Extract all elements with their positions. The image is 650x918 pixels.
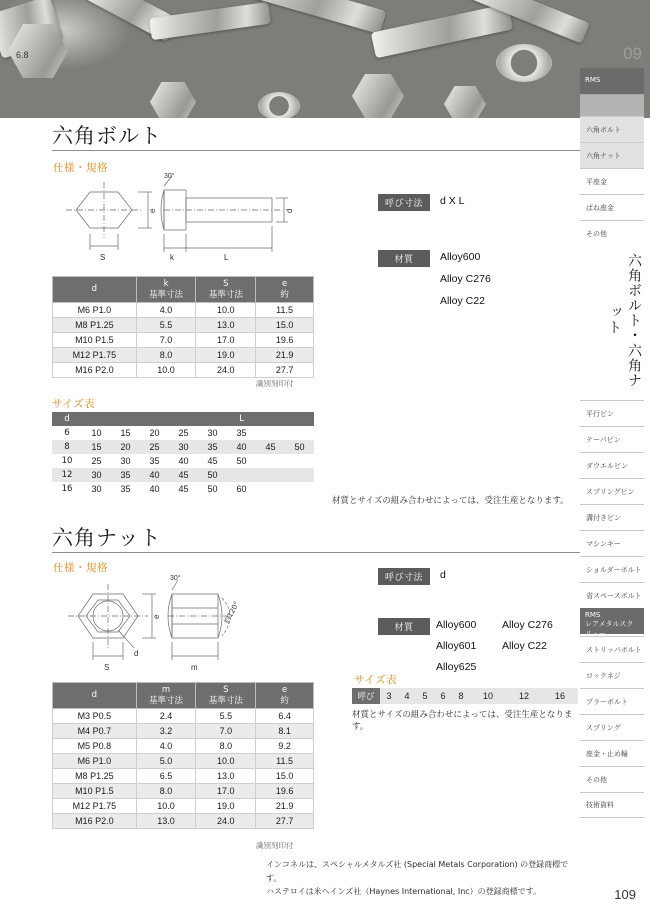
material-bolt-2: Alloy C276 <box>440 273 491 285</box>
cell-e: 8.1 <box>256 724 314 739</box>
material-nut-2: Alloy601 <box>436 640 477 652</box>
cell-size-l <box>256 482 285 496</box>
cell-size-l: 20 <box>149 428 160 438</box>
sidebar-item-label: 六角ボルト <box>586 125 621 134</box>
cell-d: M8 P1.25 <box>53 318 137 333</box>
th-d: d <box>53 277 137 303</box>
cell-k: 5.5 <box>136 318 196 333</box>
sidebar-item-label: テーパピン <box>586 435 621 444</box>
sidebar-item-hex-bolt[interactable] <box>580 116 644 142</box>
table-header-row <box>53 683 314 709</box>
drawing-label-d: d <box>285 208 294 213</box>
cell-k: 7.0 <box>136 333 196 348</box>
size-table-label-bolt: サイズ表 <box>52 398 96 410</box>
cell-size-l: 30 <box>207 428 218 438</box>
cell-m: 3.2 <box>136 724 196 739</box>
cell-d: M4 P0.7 <box>53 724 137 739</box>
cell-m: 8.0 <box>136 784 196 799</box>
table-row <box>352 688 578 704</box>
cell-e: 27.7 <box>256 814 314 829</box>
cell-size-d: 12 <box>52 468 82 482</box>
cell-size-l: 30 <box>91 484 102 494</box>
drawing-label-k: k <box>170 253 174 262</box>
sidebar-item-label: 省スペースボルト <box>586 591 642 600</box>
drawing-label-e: e <box>148 208 157 213</box>
page-number: 109 <box>614 887 636 902</box>
hex-bolt-drawing <box>60 172 310 272</box>
drawing-label-angle: 30° <box>164 173 175 180</box>
table-row <box>53 754 314 769</box>
cell-size-l <box>285 482 314 496</box>
cell-size-l: 20 <box>111 440 140 454</box>
title-divider <box>52 552 580 553</box>
sidebar-item-label: その他 <box>586 775 607 784</box>
cell-d: M6 P1.0 <box>53 303 137 318</box>
cell-size: 4 <box>398 688 416 704</box>
cell-size-l <box>256 468 285 482</box>
cell-size-l: 15 <box>82 440 111 454</box>
cell-size-l: 35 <box>198 440 227 454</box>
sidebar-tab-rms-rare-metal-screw[interactable] <box>580 608 644 638</box>
material-bolt-3: Alloy C22 <box>440 295 485 307</box>
table-row <box>53 724 314 739</box>
cell-d: M3 P0.5 <box>53 709 137 724</box>
cell-d: M16 P2.0 <box>53 814 137 829</box>
cell-size-l: 15 <box>120 428 131 438</box>
sidebar-item-label: プラーボルト <box>586 697 628 706</box>
cell-s: 5.5 <box>196 709 256 724</box>
hex-nut-dimension-table <box>52 682 314 829</box>
cell-size-l <box>256 454 285 468</box>
material-nut-5: Alloy C22 <box>502 640 547 652</box>
cell-d: M10 P1.5 <box>53 333 137 348</box>
table-row <box>53 769 314 784</box>
sidebar-item-machine-key[interactable] <box>580 530 644 556</box>
cell-size-l: 60 <box>236 484 247 494</box>
cell-s: 17.0 <box>196 784 256 799</box>
cell-size-l: 35 <box>111 468 140 482</box>
drawing-label-l: L <box>224 253 229 262</box>
cell-s: 13.0 <box>196 769 256 784</box>
th-e: e 約 <box>256 683 314 709</box>
table-row <box>53 709 314 724</box>
cell-s: 19.0 <box>196 799 256 814</box>
th-s: S 基準寸法 <box>196 277 256 303</box>
cell-e: 21.9 <box>256 348 314 363</box>
cell-size: 16 <box>542 688 578 704</box>
th-d: d <box>53 683 137 709</box>
th-m: m 基準寸法 <box>136 683 196 709</box>
table-row <box>53 363 314 378</box>
cell-e: 19.6 <box>256 784 314 799</box>
cell-m: 2.4 <box>136 709 196 724</box>
cell-s: 10.0 <box>196 754 256 769</box>
sidebar-item-partial[interactable] <box>580 94 644 116</box>
table-row <box>52 426 314 440</box>
cell-d: M8 P1.25 <box>53 769 137 784</box>
cell-size: 8 <box>452 688 470 704</box>
cell-size-l: 30 <box>82 468 111 482</box>
cell-size-l: 45 <box>178 484 189 494</box>
cell-size-l: 25 <box>140 440 169 454</box>
cell-e: 11.5 <box>256 754 314 769</box>
title-divider <box>52 150 580 151</box>
value-nominal-bolt: d X L <box>440 195 465 207</box>
sidebar-tab-line-2: レアメタルスクリュー <box>585 620 634 638</box>
cell-d: M5 P0.8 <box>53 739 137 754</box>
sidebar-item-label: 技術資料 <box>586 801 614 809</box>
sidebar-item-other-top[interactable] <box>580 220 644 246</box>
cell-size-l <box>227 468 256 482</box>
sidebar-tab-line-1: RMS <box>585 611 601 619</box>
sidebar-item-shoulder-bolt[interactable] <box>580 556 644 582</box>
th-size-l: L <box>82 412 314 426</box>
table-row <box>53 318 314 333</box>
cell-size-l: 25 <box>91 456 102 466</box>
sidebar-navigation <box>580 0 650 918</box>
section-title-hex-bolt: 六角ボルト <box>52 124 162 148</box>
sidebar-item-label: その他 <box>586 229 607 238</box>
cell-size-l: 35 <box>236 428 247 438</box>
sidebar-item-dowel-pin[interactable] <box>580 452 644 478</box>
cell-d: M12 P1.75 <box>53 799 137 814</box>
cell-e: 19.6 <box>256 333 314 348</box>
material-bolt-1: Alloy600 <box>440 251 481 263</box>
section-title-hex-nut: 六角ナット <box>52 526 162 550</box>
sidebar-item-label: 座金・止め輪 <box>586 749 628 758</box>
material-nut-3: Alloy625 <box>436 661 477 673</box>
cell-s: 19.0 <box>196 348 256 363</box>
cell-size-l: 35 <box>120 484 131 494</box>
nut-size-note: 材質とサイズの組み合わせによっては、受注生産となります。 <box>352 710 573 732</box>
table-row <box>53 333 314 348</box>
trademark-notice <box>266 858 580 899</box>
cell-size-l: 45 <box>169 468 198 482</box>
cell-s: 24.0 <box>196 363 256 378</box>
cell-s: 13.0 <box>196 318 256 333</box>
table-row <box>53 303 314 318</box>
cell-size-l <box>256 426 285 440</box>
cell-e: 6.4 <box>256 709 314 724</box>
sidebar-item-spring-washer[interactable] <box>580 194 644 220</box>
cell-size: 12 <box>506 688 542 704</box>
sidebar-item-label: 溝付きピン <box>586 513 621 522</box>
cell-size-l: 40 <box>227 440 256 454</box>
sidebar-vertical-tab: 六角ボルト・六角ナット <box>606 252 642 388</box>
sidebar-item-washer-retaining-ring[interactable] <box>580 740 644 766</box>
sidebar-item-label: 平行ピン <box>586 409 614 418</box>
cell-size: 5 <box>416 688 434 704</box>
cell-e: 15.0 <box>256 318 314 333</box>
cell-e: 21.9 <box>256 799 314 814</box>
sub-label-spec-bolt: 仕様・規格 <box>53 162 108 174</box>
photo-bolt-marking: 6.8 <box>16 50 29 60</box>
drawing-label-s: S <box>100 253 106 262</box>
cell-m: 4.0 <box>136 739 196 754</box>
sidebar-item-other-bottom[interactable] <box>580 766 644 792</box>
sidebar-item-puller-bolt[interactable] <box>580 688 644 714</box>
table-row <box>52 440 314 454</box>
th-e: e 約 <box>256 277 314 303</box>
cell-s: 7.0 <box>196 724 256 739</box>
cell-size-l: 45 <box>207 456 218 466</box>
hex-nut-drawing <box>60 572 310 677</box>
cell-size-l: 10 <box>91 428 102 438</box>
cell-size-l <box>285 468 314 482</box>
cell-size-l: 35 <box>149 456 160 466</box>
cell-size-l: 50 <box>207 484 218 494</box>
cell-size-d: 8 <box>52 440 82 454</box>
table-row <box>52 454 314 468</box>
cell-m: 6.5 <box>136 769 196 784</box>
cell-size-l: 50 <box>198 468 227 482</box>
cell-e: 27.7 <box>256 363 314 378</box>
sidebar-item-stripper-bolt[interactable] <box>580 636 644 662</box>
cell-size: 6 <box>434 688 452 704</box>
table-row <box>52 468 314 482</box>
sidebar-item-label: ばね座金 <box>586 203 614 212</box>
cell-size-l <box>285 426 314 440</box>
sidebar-item-label: ストリッパボルト <box>586 645 642 654</box>
table-row <box>53 739 314 754</box>
table-row <box>52 482 314 496</box>
sidebar-item-label: ダウエルピン <box>586 461 628 470</box>
hex-bolt-size-table <box>52 412 314 496</box>
cell-d: M16 P2.0 <box>53 363 137 378</box>
cell-s: 17.0 <box>196 333 256 348</box>
cell-size: 3 <box>380 688 398 704</box>
table-row <box>53 814 314 829</box>
material-nut-1: Alloy600 <box>436 619 477 631</box>
sidebar-item-label: スプリング <box>586 723 621 732</box>
nut-table-footnote: 識別刻印付 <box>256 841 294 850</box>
cell-e: 15.0 <box>256 769 314 784</box>
sidebar-item-technical-data[interactable] <box>580 792 644 818</box>
sidebar-item-label: スプリングピン <box>586 487 635 496</box>
cell-k: 8.0 <box>136 348 196 363</box>
chip-nominal-bolt: 呼び寸法 <box>378 194 430 211</box>
th-k: k 基準寸法 <box>136 277 196 303</box>
table-row <box>53 799 314 814</box>
sidebar-item-label: ロックネジ <box>586 671 621 680</box>
sidebar-item-spring[interactable] <box>580 714 644 740</box>
sidebar-item-taper-pin[interactable] <box>580 426 644 452</box>
trademark-line-1: インコネルは、スペシャルメタルズ社 (Special Metals Corporation) の登録商標です。 <box>266 860 569 883</box>
cell-k: 10.0 <box>136 363 196 378</box>
cell-s: 24.0 <box>196 814 256 829</box>
sidebar-item-spring-pin[interactable] <box>580 478 644 504</box>
sub-label-spec-nut: 仕様・規格 <box>53 562 108 574</box>
drawing-label-e: e <box>152 614 161 619</box>
cell-size-l: 30 <box>169 440 198 454</box>
hex-bolt-dimension-table <box>52 276 314 378</box>
cell-size: 10 <box>470 688 506 704</box>
sidebar-item-parallel-pin[interactable] <box>580 400 644 426</box>
th-s: S 基準寸法 <box>196 683 256 709</box>
cell-k: 4.0 <box>136 303 196 318</box>
cell-size-d: 10 <box>52 454 82 468</box>
cell-size-d: 16 <box>52 482 82 496</box>
sidebar-item-space-saving-bolt[interactable] <box>580 582 644 608</box>
table-row <box>53 784 314 799</box>
sidebar-item-flat-washer[interactable] <box>580 168 644 194</box>
sidebar-item-label: ショルダーボルト <box>586 565 642 574</box>
cell-size-l: 30 <box>120 456 131 466</box>
cell-m: 5.0 <box>136 754 196 769</box>
trademark-line-2: ハステロイは米ヘインズ社（Haynes International, Inc）の登録商標です。 <box>266 887 542 897</box>
sidebar-item-lock-screw[interactable] <box>580 662 644 688</box>
cell-d: M12 P1.75 <box>53 348 137 363</box>
cell-d: M10 P1.5 <box>53 784 137 799</box>
hex-nut-size-table <box>352 688 578 704</box>
cell-size-l: 45 <box>256 440 285 454</box>
cell-e: 9.2 <box>256 739 314 754</box>
table-header-row <box>52 412 314 426</box>
drawing-label-angle-30: 30° <box>170 575 181 582</box>
bolt-size-note: 材質とサイズの組み合わせによっては、受注生産となります。 <box>332 496 569 506</box>
sidebar-item-label: 六角ナット <box>586 151 621 160</box>
cell-s: 8.0 <box>196 739 256 754</box>
cell-size-l: 25 <box>178 428 189 438</box>
sidebar-tab-rms-top[interactable]: RMS <box>580 68 644 94</box>
cell-m: 10.0 <box>136 799 196 814</box>
drawing-label-m: m <box>191 663 198 672</box>
cell-size-l: 40 <box>178 456 189 466</box>
chip-nominal-nut: 呼び寸法 <box>378 568 430 585</box>
cell-size-d: 6 <box>52 426 82 440</box>
cell-e: 11.5 <box>256 303 314 318</box>
sidebar-item-label: マシンキー <box>586 539 621 548</box>
drawing-label-s: S <box>104 663 110 672</box>
material-nut-4: Alloy C276 <box>502 619 553 631</box>
bolt-table-footnote: 識別刻印付 <box>256 379 294 388</box>
chip-material-nut: 材質 <box>378 618 430 635</box>
cell-s: 10.0 <box>196 303 256 318</box>
cell-d: M6 P1.0 <box>53 754 137 769</box>
cell-size-l <box>285 454 314 468</box>
table-row <box>53 348 314 363</box>
cell-size-l: 40 <box>149 484 160 494</box>
th-size-d: d <box>52 412 82 426</box>
size-table-label-nut: サイズ表 <box>354 674 398 686</box>
cell-size-l: 50 <box>236 456 247 466</box>
cell-size-l: 40 <box>140 468 169 482</box>
cell-size-l: 50 <box>285 440 314 454</box>
drawing-label-angle-120: 約120° <box>222 600 241 625</box>
corner-page-number: 09 <box>623 44 642 63</box>
sidebar-item-label: 平座金 <box>586 177 607 186</box>
value-nominal-nut: d <box>440 569 446 581</box>
th-nominal: 呼び <box>352 688 380 704</box>
cell-m: 13.0 <box>136 814 196 829</box>
drawing-label-d: d <box>134 649 139 658</box>
sidebar-item-grooved-pin[interactable] <box>580 504 644 530</box>
sidebar-item-hex-nut[interactable] <box>580 142 644 168</box>
chip-material-bolt: 材質 <box>378 250 430 267</box>
table-header-row <box>53 277 314 303</box>
